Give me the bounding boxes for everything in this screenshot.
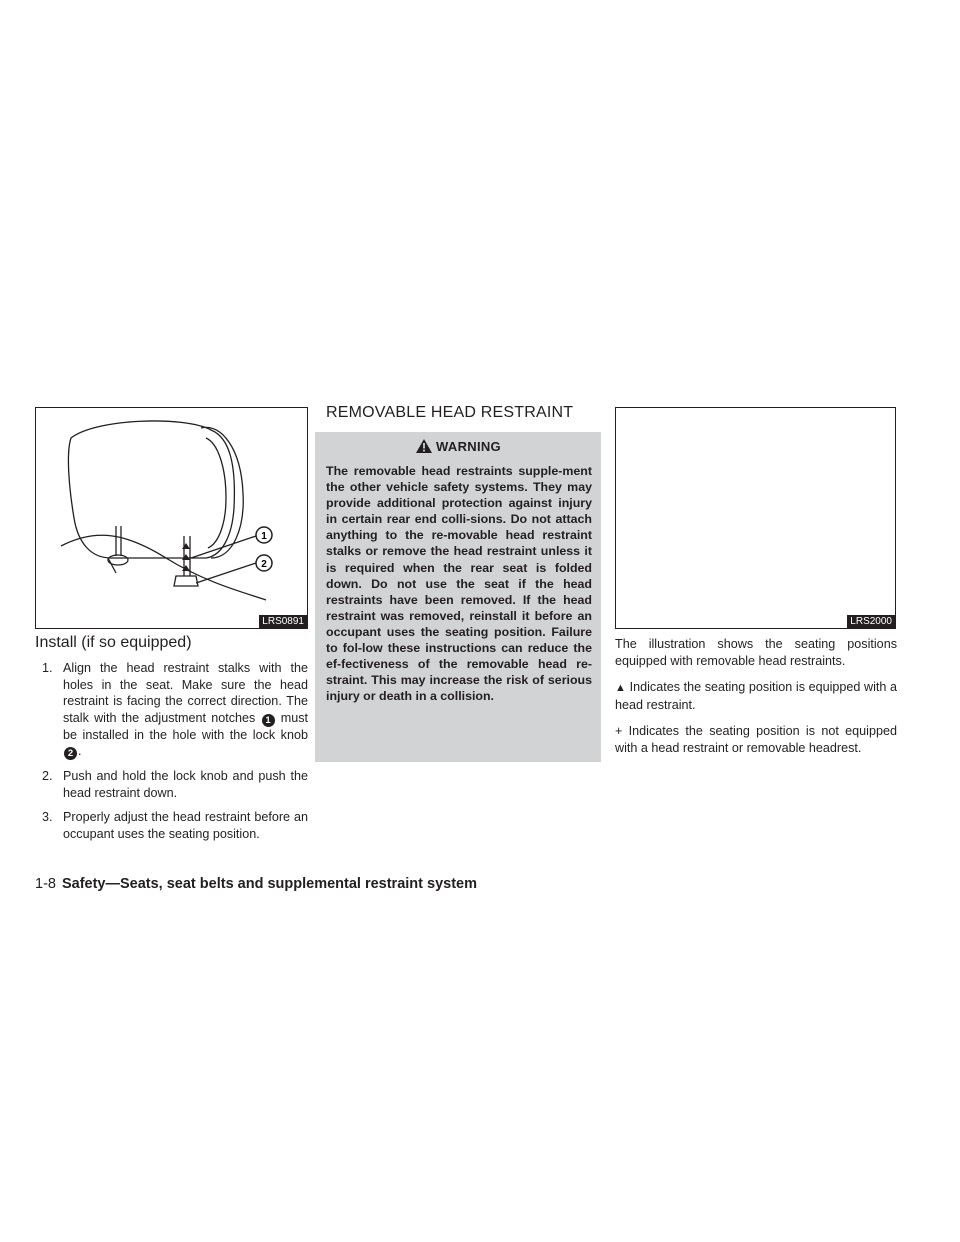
list-item bbox=[35, 768, 308, 801]
head-restraint-illustration bbox=[36, 408, 307, 628]
warning-box bbox=[315, 432, 601, 762]
step-text: must be installed in the hole with the lock knob bbox=[63, 710, 309, 742]
install-steps bbox=[35, 660, 308, 850]
callout-ref-2: 2 bbox=[64, 747, 77, 760]
step-text: . bbox=[78, 744, 82, 758]
warning-header bbox=[315, 432, 601, 460]
paragraph: + Indicates the seating position is not equipped with a head restraint or removable headrest. bbox=[615, 724, 897, 755]
warning-text: The removable head restraints supple-ment the other vehicle safety systems. They may provide additional protection against injury in certain rear end colli-sions. Do not attach anything to the re-movable head restraint stalks or remove the head restraint unless it is required when the rear seat is folded down. Do not use the seat if the head restraints have been removed. If the head restraint was removed, reinstall it before an occupant uses the seating position. Failure to fol-low these instructions can reduce the ef-fectiveness of the removable head re-straint. This may increase the risk of serious injury or death in a collision. bbox=[326, 464, 592, 704]
paragraph-text: Indicates the seating position is equipped with a head restraint. bbox=[615, 680, 898, 712]
step-text: Push and hold the lock knob and push the head restraint down. bbox=[63, 769, 308, 800]
figure-code: LRS0891 bbox=[259, 615, 307, 628]
paragraph: The illustration shows the seating positions equipped with removable head restraints. bbox=[615, 637, 897, 668]
step-number: 1. bbox=[42, 661, 53, 675]
section-title: Safety—Seats, seat belts and supplemental restraint system bbox=[61, 876, 477, 892]
seating-positions-figure bbox=[615, 407, 896, 629]
illustration-description bbox=[615, 636, 897, 766]
page-footer bbox=[35, 876, 477, 892]
triangle-symbol: ▲ bbox=[615, 682, 626, 694]
list-item bbox=[35, 809, 308, 842]
warning-title: WARNING bbox=[436, 438, 501, 454]
step-text: Align the head restraint stalks with the holes in the seat. Make sure the head restraint is facing the correct direction. The stalk with the adjustment notches bbox=[63, 661, 308, 725]
paragraph bbox=[615, 679, 897, 713]
figure-code: LRS2000 bbox=[847, 615, 895, 628]
section-heading: REMOVABLE HEAD RESTRAINT bbox=[326, 404, 574, 421]
callout-ref-1: 1 bbox=[262, 714, 275, 727]
install-heading: Install (if so equipped) bbox=[35, 634, 192, 651]
callout-1: 1 bbox=[261, 531, 267, 542]
callout-2: 2 bbox=[261, 559, 267, 570]
page-number: 1-8 bbox=[35, 876, 56, 892]
list-item bbox=[35, 660, 308, 760]
step-number: 2. bbox=[42, 769, 53, 783]
head-restraint-figure bbox=[35, 407, 308, 629]
step-number: 3. bbox=[42, 810, 53, 824]
warning-triangle-icon bbox=[415, 438, 433, 454]
step-text: Properly adjust the head restraint before an occupant uses the seating position. bbox=[63, 810, 308, 841]
